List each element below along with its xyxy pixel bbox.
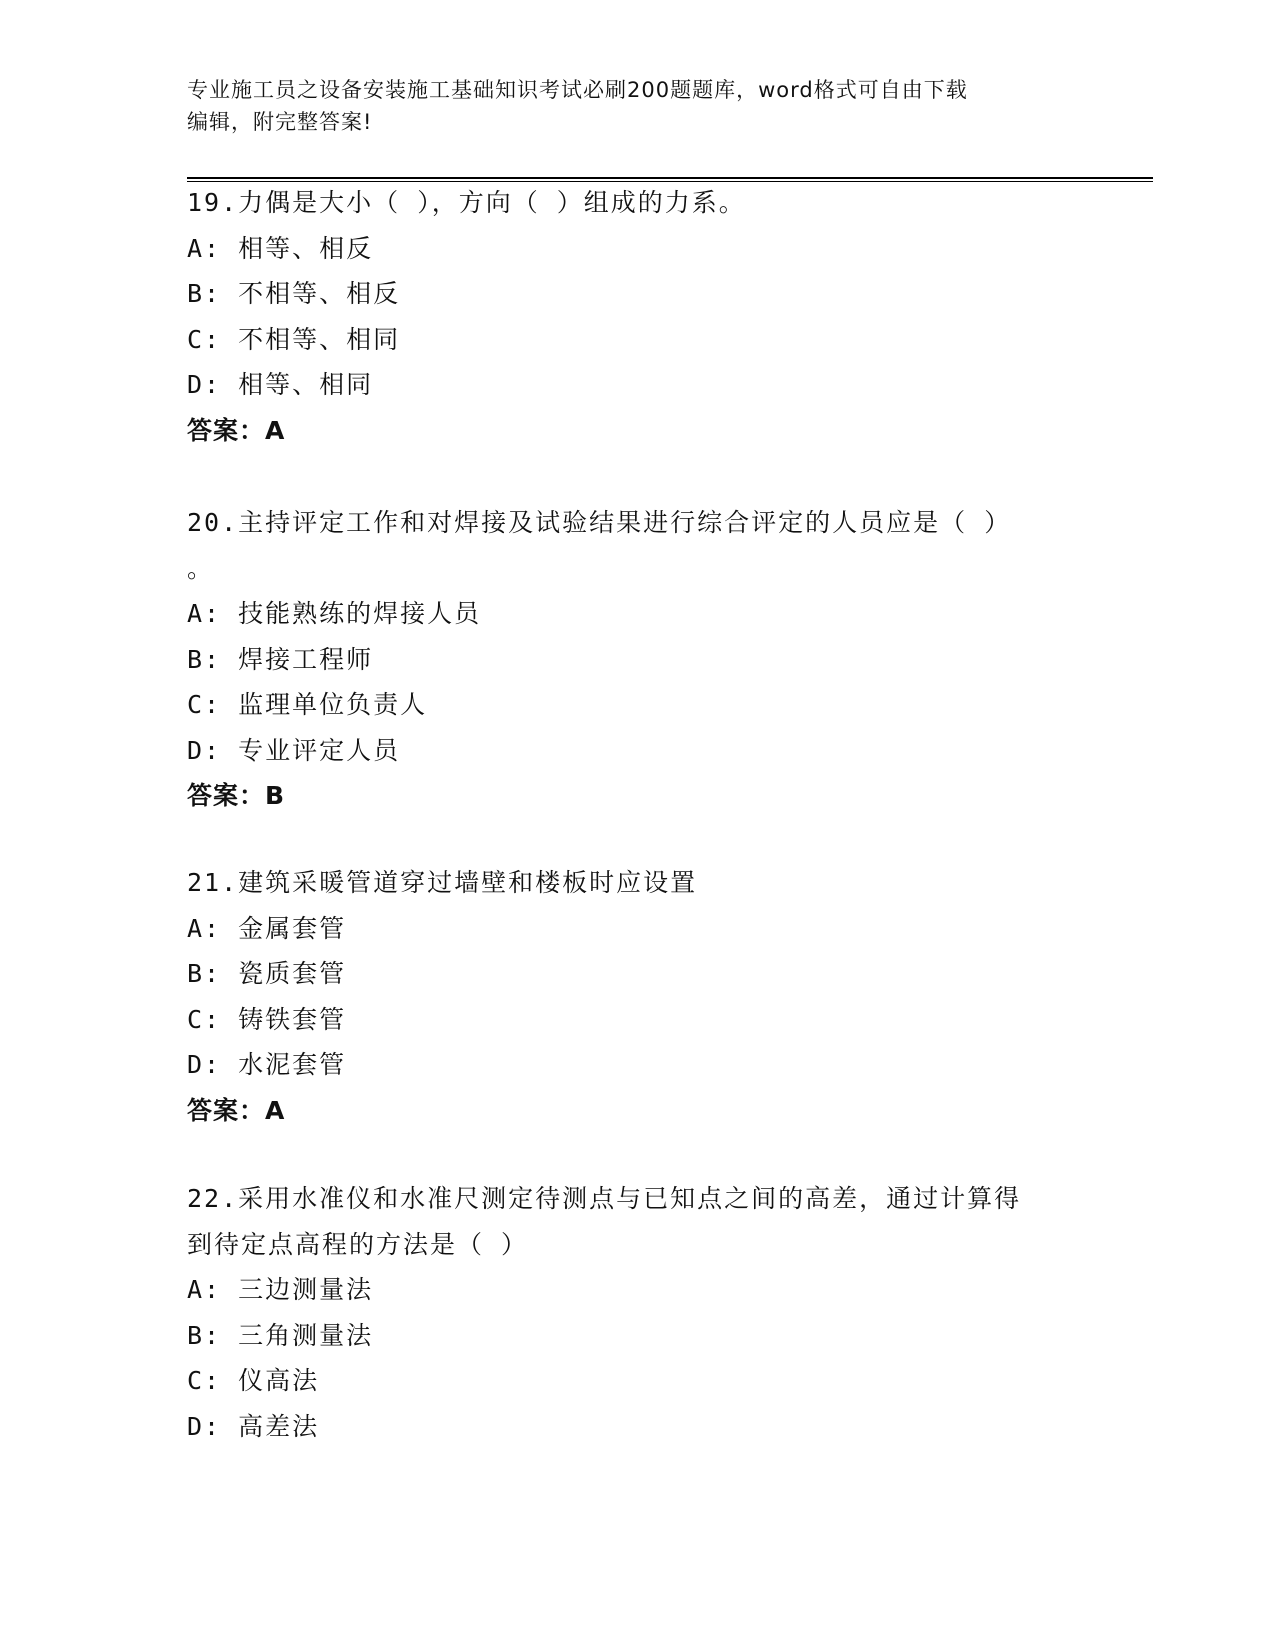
question-stem: 21.建筑采暖管道穿过墙壁和楼板时应设置 xyxy=(187,868,698,897)
option-a: A: 金属套管 xyxy=(187,913,347,943)
option-d: D: 专业评定人员 xyxy=(187,735,401,765)
question-stem: 22.采用水准仪和水准尺测定待测点与已知点之间的高差，通过计算得 xyxy=(187,1184,1022,1213)
document-header xyxy=(187,74,1067,138)
option-d: D: 高差法 xyxy=(187,1411,320,1441)
option-c: C: 仪高法 xyxy=(187,1366,320,1395)
question-22 xyxy=(187,1176,1067,1449)
option-a: A: 三边测量法 xyxy=(187,1275,374,1304)
question-stem-continued: 到待定点高程的方法是（ ） xyxy=(187,1229,529,1259)
option-b: B: 焊接工程师 xyxy=(187,644,374,674)
answer-text: 答案：A xyxy=(187,1095,286,1125)
option-b: B: 三角测量法 xyxy=(187,1320,374,1350)
option-a: A: 相等、相反 xyxy=(187,233,374,263)
question-stem: 19.力偶是大小（ ），方向（ ）组成的力系。 xyxy=(187,188,746,217)
option-b: B: 不相等、相反 xyxy=(187,279,401,308)
question-19 xyxy=(187,180,1067,453)
header-divider-thick xyxy=(187,177,1153,179)
question-20 xyxy=(187,500,1067,819)
question-stem: 20.主持评定工作和对焊接及试验结果进行综合评定的人员应是（ ） xyxy=(187,508,1012,537)
option-a: A: 技能熟练的焊接人员 xyxy=(187,599,482,628)
question-21 xyxy=(187,860,1067,1133)
answer-text: 答案：B xyxy=(187,781,286,810)
header-line-2: 编辑，附完整答案! xyxy=(187,110,373,134)
option-c: C: 铸铁套管 xyxy=(187,1004,347,1034)
option-d: D: 水泥套管 xyxy=(187,1050,347,1079)
option-d: D: 相等、相同 xyxy=(187,370,374,399)
question-stem-continued: 。 xyxy=(187,553,215,583)
option-c: C: 不相等、相同 xyxy=(187,324,401,354)
option-b: B: 瓷质套管 xyxy=(187,959,347,988)
answer-text: 答案：A xyxy=(187,415,286,445)
option-c: C: 监理单位负责人 xyxy=(187,690,428,719)
header-line-1: 专业施工员之设备安装施工基础知识考试必刷200题题库，word格式可自由下载 xyxy=(187,78,968,102)
